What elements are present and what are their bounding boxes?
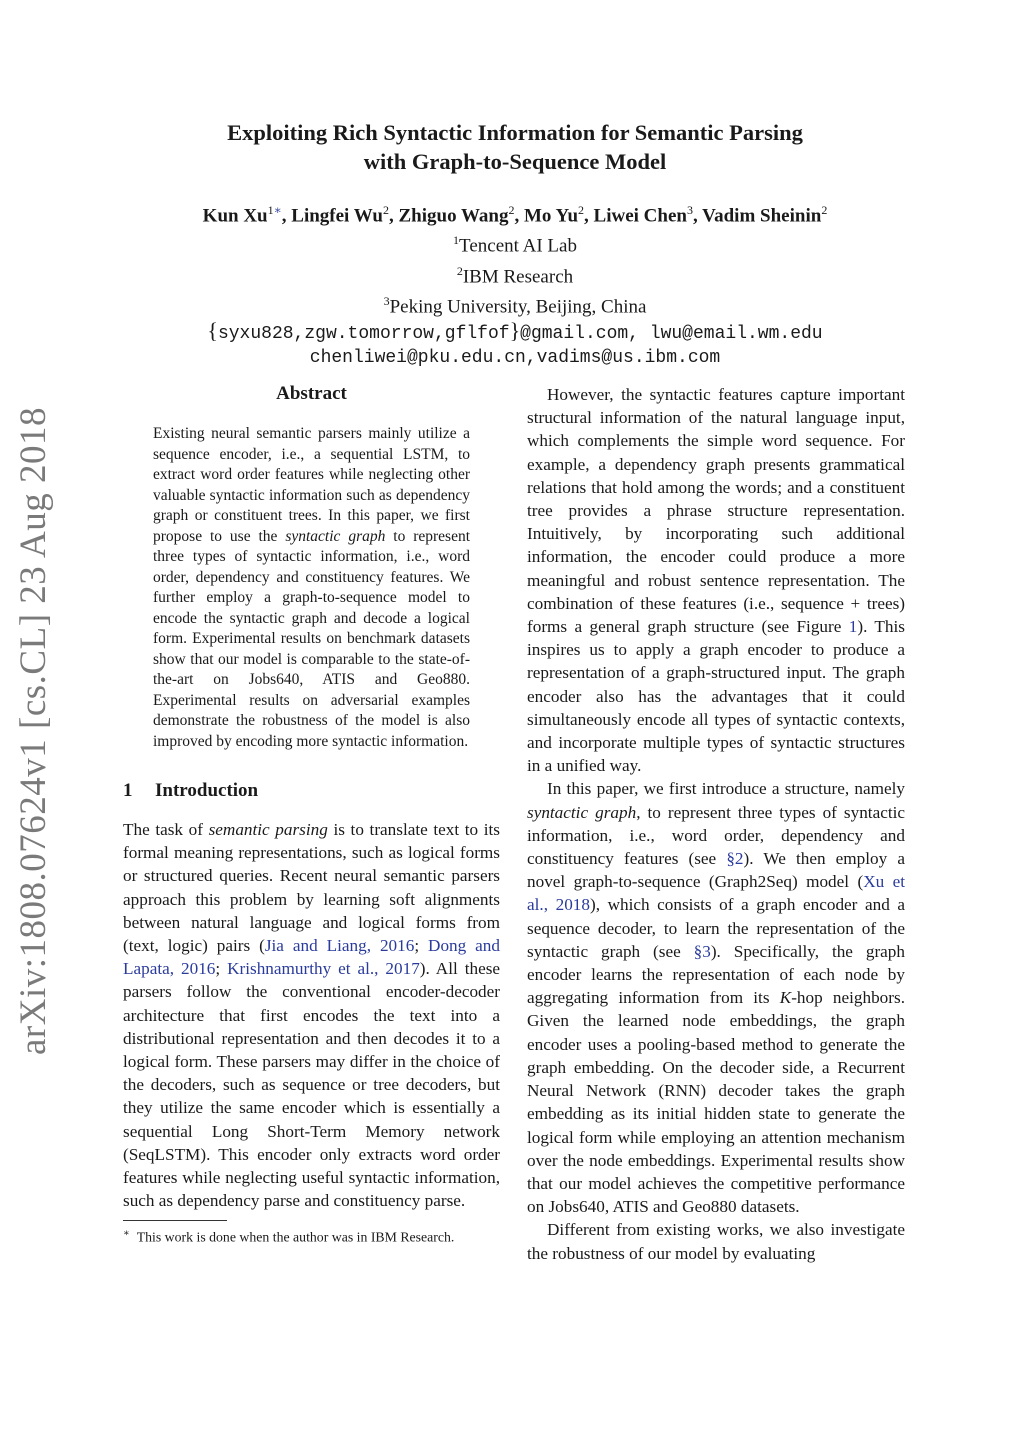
citation-link[interactable]: Krishnamurthy et al., 2017 xyxy=(227,959,420,979)
affiliation-mark: 2 xyxy=(578,203,585,217)
affiliation-mark: 2 xyxy=(508,203,515,217)
right-column xyxy=(527,383,905,1265)
footnote-mark[interactable]: ∗ xyxy=(273,203,282,217)
author-name: Kun Xu xyxy=(202,205,268,227)
footnote xyxy=(123,1225,500,1247)
title-line-2: with Graph-to-Sequence Model xyxy=(363,149,667,174)
affiliation-1 xyxy=(120,228,910,258)
intro-paragraph-2: However, the syntactic features capture important structural information of the natural language input, which complements the simple word sequence. For example, a dependency graph presents grammatical relations that hold among the words; and a constituent tree provides a phrase structure representation. Intuitively, by incorporating such additional information, the encoder could produce a more meaningful and robust sentence representation. The combination of these features (i.e., sequence + trees) forms a general graph structure (see Figure 1). This inspires us to apply a graph encoder to produce a representation of a graph-structured input. The graph encoder also has the advantages that it could simultaneously encode all types of syntactic contexts, and incorporate multiple types of syntactic structures in a unified way. xyxy=(527,385,905,776)
affiliation-mark: 2 xyxy=(382,203,389,217)
paper-title xyxy=(120,118,910,176)
author-block xyxy=(120,198,910,370)
affiliation-name: IBM Research xyxy=(462,265,574,287)
intro-paragraph-4: Different from existing works, we also investigate the robustness of our model by evaluating xyxy=(527,1220,905,1263)
section-ref-link[interactable]: §3 xyxy=(693,941,711,961)
author-name: Zhiguo Wang xyxy=(398,205,509,227)
author-name: Mo Yu xyxy=(524,205,579,227)
citation-link[interactable]: Jia and Liang, 2016 xyxy=(264,936,415,956)
affiliation-name: Tencent AI Lab xyxy=(459,235,577,257)
section-title: Introduction xyxy=(155,780,259,801)
abstract-heading: Abstract xyxy=(276,383,347,404)
section-heading-introduction xyxy=(123,780,500,802)
affiliation-number: 2 xyxy=(456,263,463,278)
affiliation-mark: 3 xyxy=(686,203,693,217)
email-domains: @gmail.com, lwu@email.wm.edu xyxy=(520,324,823,345)
affiliation-number: 1 xyxy=(453,233,460,248)
email-users: syxu828,zgw.tomorrow,gflfof xyxy=(217,324,510,345)
intro-paragraph-1: The task of semantic parsing is to translate text to its formal meaning representations, such as logical forms or structured queries. Recent neural semantic parsers approach this problem by learning soft alignments between natural language and logical forms from (text, logic) pairs (Jia and Liang, 2016; Dong and Lapata, 2016; Krishnamurthy et al., 2017). All these parsers follow the conventional encoder-decoder architecture that first encodes the text into a distributional representation and then decodes it to a logical form. These parsers may differ in the choice of the decoders, such as sequence or tree decoders, but they utilize the same encoder which is essentially a sequential Long Short-Term Memory network (SeqLSTM). This encoder only extracts word order features while neglecting useful syntactic information, such as dependency parse and constituency parse. xyxy=(123,820,501,1211)
affiliation-mark: 1 xyxy=(267,203,274,217)
email-line-1: {syxu828,zgw.tomorrow,gflfof}@gmail.com, lwu@email.wm.edu xyxy=(207,318,823,345)
affiliation-name: Peking University, Beijing, China xyxy=(389,296,647,318)
figure-ref-link[interactable]: 1 xyxy=(848,617,858,637)
citation-link[interactable]: Xu et al., 2018 xyxy=(527,872,905,915)
arxiv-identifier: arXiv:1808.07624v1 [cs.CL] 23 Aug 2018 xyxy=(13,407,54,1055)
citation-link[interactable]: Dong and Lapata, 2016 xyxy=(123,936,500,979)
left-column xyxy=(123,383,500,1247)
section-number: 1 xyxy=(123,780,133,801)
affiliation-mark: 2 xyxy=(821,203,828,217)
author-name: Vadim Sheinin xyxy=(702,205,822,227)
footnote-mark: ∗ xyxy=(123,1228,130,1240)
affiliation-2 xyxy=(120,259,910,289)
footnote-text: This work is done when the author was in IBM Research. xyxy=(136,1230,455,1246)
affiliation-number: 3 xyxy=(383,293,390,308)
footnote-divider xyxy=(123,1220,227,1221)
affiliation-3 xyxy=(120,289,910,319)
email-line-2: chenliwei@pku.edu.cn,vadims@us.ibm.com xyxy=(309,348,721,369)
section-ref-link[interactable]: §2 xyxy=(726,849,744,869)
author-name: Lingfei Wu xyxy=(291,205,383,227)
title-line-1: Exploiting Rich Syntactic Information for Semantic Parsing xyxy=(227,120,803,145)
intro-paragraph-3: In this paper, we first introduce a structure, namely syntactic graph, to represent three types of syntactic information, i.e., word order, dependency and constituency features (see §2). We then employ a novel graph-to-sequence (Graph2Seq) model (Xu et al., 2018), which consists of a graph encoder and a sequence decoder, to learn the representation of the syntactic graph (see §3). Specifically, the graph encoder learns the representation of each node by aggregating information from its K-hop neighbors. Given the learned node embeddings, the graph encoder uses a pooling-based method to generate the graph embedding. On the decoder side, a Recurrent Neural Network (RNN) decoder takes the graph embedding as its initial hidden state to generate the logical form while employing an attention mechanism over the node embeddings. Experimental results show that our model achieves the competitive performance on Jobs640, ATIS and Geo880 datasets. xyxy=(527,779,906,1217)
abstract-text: Existing neural semantic parsers mainly utilize a sequence encoder, i.e., a sequential LSTM, to extract word order features while neglecting other valuable syntactic information such as dependency graph or constituent trees. In this paper, we first propose to use the syntactic graph to represent three types of syntactic information, i.e., word order, dependency and constituency features. We further employ a graph-to-sequence model to encode the syntactic graph and decode a logical form. Experimental results on benchmark datasets show that our model is comparable to the state-of-the-art on Jobs640, ATIS and Geo880. Experimental results on adversarial examples demonstrate the robustness of the model is also improved by encoding more syntactic information. xyxy=(153,425,471,750)
author-list: Kun $Xu^{1∗}$, Lingfei Wu$^2$, Zhiguo Wang$^2$, Mo Yu$^2$, Liwei Chen$^3$, Vadim Sheinin$^2$ xyxy=(202,203,828,227)
author-name: Liwei Chen xyxy=(593,205,687,227)
